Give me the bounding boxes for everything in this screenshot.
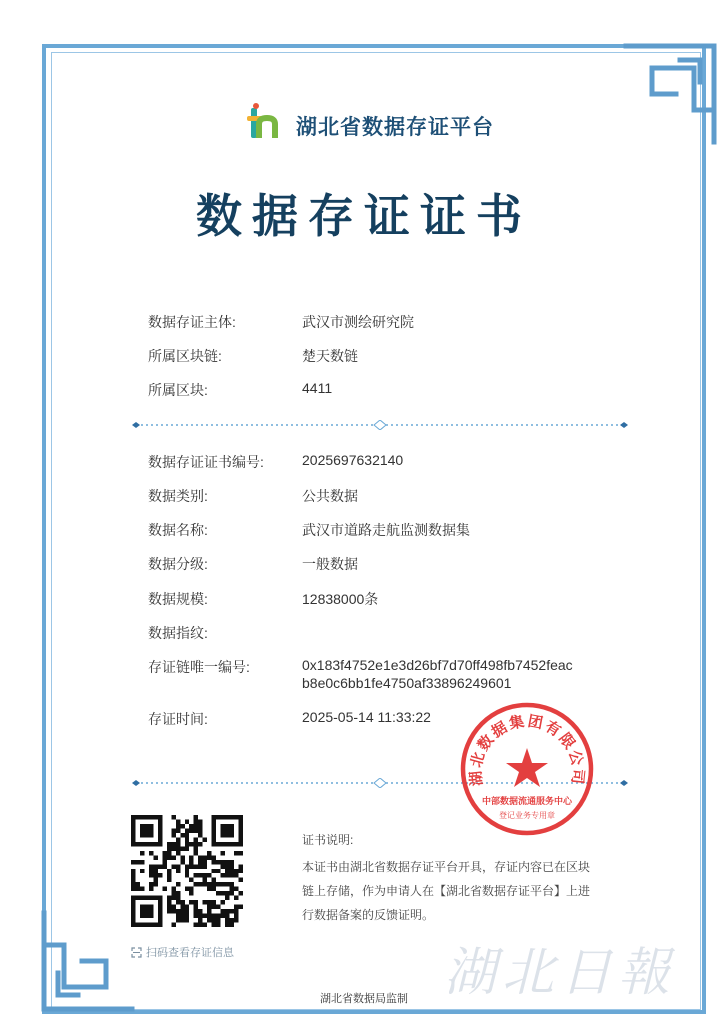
field-value-continued: b8e0c6bb1fe4750af33896249601 bbox=[302, 675, 512, 691]
field-value: 0x183f4752e1e3d26bf7d70ff498fb7452feac bbox=[302, 657, 573, 673]
field-label: 数据存证主体: bbox=[148, 314, 236, 330]
newspaper-watermark: 湖北日報 bbox=[444, 943, 677, 1003]
platform-name: 湖北省数据存证平台 bbox=[296, 116, 494, 139]
official-seal bbox=[458, 700, 596, 838]
notes-line: 本证书由湖北省数据存证平台开具，存证内容已在区块 bbox=[302, 860, 591, 874]
field-label: 数据指纹: bbox=[148, 625, 208, 641]
notes-line: 链上存储，作为申请人在【湖北省数据存证平台】上进 bbox=[302, 884, 591, 898]
field-label: 存证时间: bbox=[148, 711, 208, 727]
field-value: 武汉市测绘研究院 bbox=[302, 314, 414, 330]
field-value: 武汉市道路走航监测数据集 bbox=[302, 522, 470, 538]
field-value: 12838000条 bbox=[302, 591, 379, 607]
scan-hint bbox=[131, 944, 234, 960]
scan-icon bbox=[131, 947, 142, 958]
section-divider bbox=[132, 420, 628, 430]
platform-logo-icon bbox=[245, 102, 283, 142]
seal-usage: 登记业务专用章 bbox=[499, 811, 555, 820]
field-value: 公共数据 bbox=[302, 488, 358, 504]
field-value: 2025-05-14 11:33:22 bbox=[302, 709, 431, 725]
seal-sub-name: 中部数据流通服务中心 bbox=[481, 797, 573, 807]
field-label: 存证链唯一编号: bbox=[148, 659, 250, 675]
corner-ornament-top-right bbox=[622, 38, 722, 148]
field-label: 数据分级: bbox=[148, 556, 208, 572]
field-value: 2025697632140 bbox=[302, 452, 404, 468]
notes-line: 行数据备案的反馈证明。 bbox=[302, 908, 435, 922]
field-value: 一般数据 bbox=[302, 556, 358, 572]
qr-code[interactable] bbox=[131, 815, 243, 927]
seal-org-name: 湖北数据集团有限公司 bbox=[466, 711, 588, 787]
issuer-footer: 湖北省数据局监制 bbox=[320, 993, 408, 1005]
field-label: 数据规模: bbox=[148, 591, 208, 607]
field-label: 数据名称: bbox=[148, 522, 208, 538]
field-label: 所属区块链: bbox=[148, 348, 222, 364]
field-value: 楚天数链 bbox=[302, 348, 358, 364]
field-value: 4411 bbox=[302, 380, 333, 396]
certificate-title: 数据存证证书 bbox=[196, 189, 532, 243]
notes-label: 证书说明: bbox=[302, 833, 354, 847]
field-label: 数据类别: bbox=[148, 488, 208, 504]
field-label: 所属区块: bbox=[148, 382, 208, 398]
certificate-notes bbox=[302, 828, 632, 927]
scan-label: 扫码查看存证信息 bbox=[146, 947, 234, 959]
seal-star-icon bbox=[506, 748, 548, 787]
field-label: 数据存证证书编号: bbox=[148, 454, 264, 470]
